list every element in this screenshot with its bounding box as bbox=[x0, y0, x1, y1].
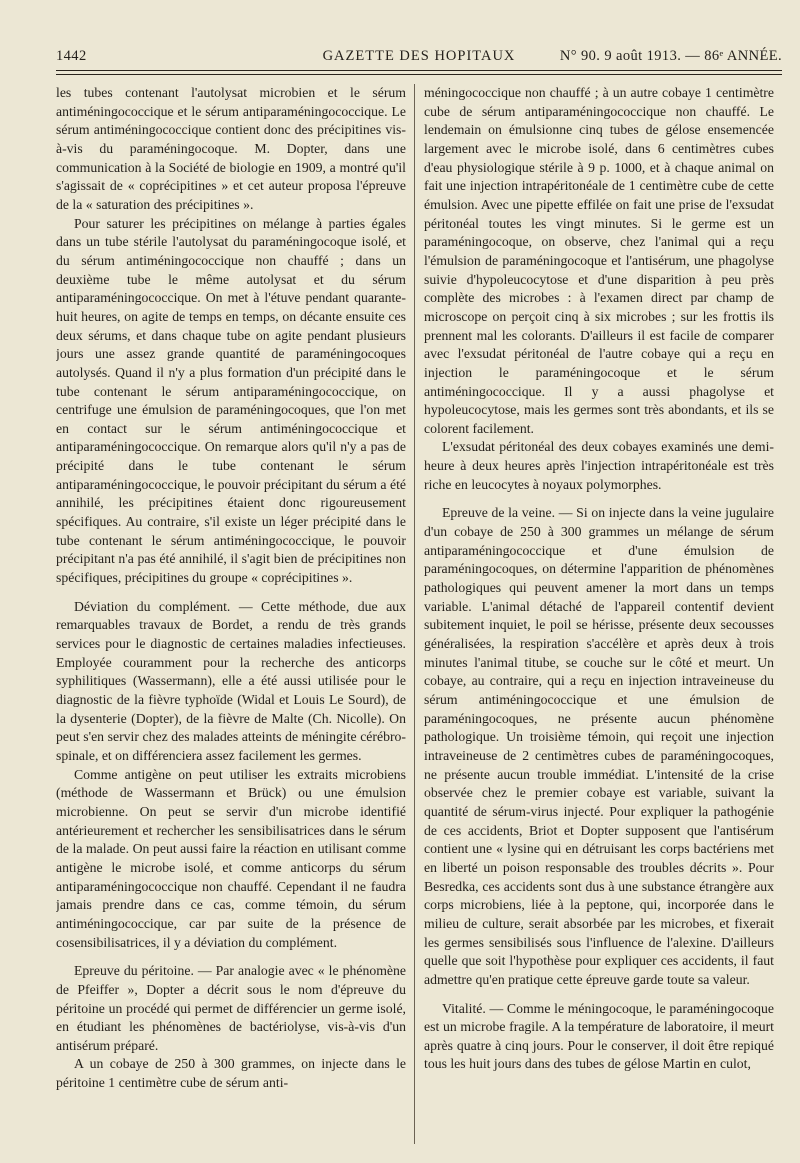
section-epreuve-peritoine: Epreuve du péritoine. — Par analogie avec « le phénomène de Pfeiffer », Dopter a décrit sous le nom d'épreuve du péritoine un procédé qui permet de différencier un germe isolé, en étudiant les phénomènes de bactériolyse, vis-à-vis d'un antisérum préparé. bbox=[56, 963, 406, 1053]
paragraph: Pour saturer les précipitines on mélange à parties égales dans un tube stérile l'autolysat du paraméningocoque isolé, et du sérum antiméningococcique non chauffé ; dans un deuxième tube le même autolysat et du sérum antiparaméningococcique. On met à l'étuve pendant quarante-huit heures, on agite de temps en temps, on décante ensuite ces deux sérums, et dans chaque tube on agite pendant plusieurs jours une assez grande quantité de paraméningocoques autolysés. Quand il n'y a plus formation d'un précipité dans le tube contenant le sérum antiparaméningococcique, on centrifuge une émulsion de paraméningocoques, que l'on met en contact sur le sérum antiméningococcique et antiparaméningococcique. On remarque alors qu'il n'y a pas de précipité dans le tube contenant le sérum antiparaméningococcique, le pouvoir précipitant du sérum a été annihilé, les précipitines étaient donc rigoureusement spécifiques. Au contraire, s'il existe un léger précipité dans le tube contenant le sérum antiméningococcique, le pouvoir précipitant n'a pas été annihilé, il s'agit bien de précipitines non spécifiques, précipitines du groupe « coprécipitines ». bbox=[56, 215, 406, 586]
section-epreuve-veine: Epreuve de la veine. — Si on injecte dans la veine jugulaire d'un cobaye de 250 à 300 grammes un mélange de sérum antiparaméningococcique et d'une émulsion de paraméningocoques, on détermine l'apparition de phénomènes pathologiques qui peuvent amener la mort dans un temps variable. L'animal détaché de l'appareil contentif devient subitement inquiet, le poil se hérisse, présente deux secousses généralisées, la respiration s'accélère et après deux à trois minutes l'animal titube, se couche sur le côté et meurt. Un cobaye, au contraire, qui a reçu en injection intraveineuse du sérum antiméningococcique et une émulsion de paraméningocoques, ne présente aucun phénomène pathologique. Un troisième témoin, qui reçoit une injection intraveineuse de 2 centimètres cubes de paraméningocoques, ne présente aucun trouble immédiat. L'intensité de la crise observée chez le premier cobaye est variable, suivant la quantité de sérum-virus injecté. Pour expliquer la pathogénie de ces accidents, Briot et Dopter supposent que l'antisérum contient une « lysine qui en détruisant les corps bactériens met en liberté un poison responsable des troubles décrits ». Pour Besredka, ces accidents sont dus à une substance étrangère aux corps microbiens, liée à la peptone, qui, incorporée dans le milieu de culture, serait absorbée par les microbes, et fixerait les germes sensibilisés sous l'influence de l'alexine. D'ailleurs quelle que soit l'hypothèse pour expliquer ces accidents, il faut admettre qu'en pratique cette épreuve garde toute sa valeur. bbox=[424, 505, 774, 987]
issue-info: N° 90. 9 août 1913. — 86ᵉ ANNÉE. bbox=[559, 48, 782, 64]
right-column bbox=[424, 84, 774, 1144]
left-column bbox=[56, 84, 406, 1144]
header-rule-thin bbox=[56, 74, 782, 75]
column-divider bbox=[414, 84, 415, 1144]
paragraph: les tubes contenant l'autolysat microbien et le sérum antiméningococcique et le sérum antiparaméningococcique. Le sérum antiméningococcique contient donc des précipitines vis-à-vis du paraméningocoque. M. Dopter, dans une communication à la Société de biologie en 1909, a montré qu'il s'agissait de « coprécipitines » et cet auteur proposa l'épreuve de la « saturation des précipitines ». bbox=[56, 85, 406, 212]
paragraph: L'exsudat péritonéal des deux cobayes examinés une demi-heure à deux heures après l'injection intrapéritonéale est très riche en leucocytes à noyaux polymorphes. bbox=[424, 439, 774, 492]
section-vitalite: Vitalité. — Comme le méningocoque, le paraméningocoque est un microbe fragile. A la température de laboratoire, il meurt après quatre à cinq jours. Pour le conserver, il doit être repiqué tous les huit jours dans des tubes de gélose Martin en culot, bbox=[424, 1000, 774, 1072]
paragraph: méningococcique non chauffé ; à un autre cobaye 1 centimètre cube de sérum antiparaméningococcique non chauffé. Le lendemain on émulsionne cinq tubes de gélose ensemencée largement avec le microbe isolé, dans 6 centimètres cubes d'eau physiologique stérile à 9 p. 1000, et à chaque animal on fait une injection intrapéritonéale de 1 centimètre cube de cette émulsion. Avec une pipette effilée on fait une prise de l'exsudat péritonéal toutes les vingt minutes. Si le germe est un paraméningocoque, on observe, chez l'animal qui a reçu l'émulsion de paraméningocoque et l'antisérum, une phagolyse suivie d'hypoleucocytose et d'une disparition à peu près complète des microbes : à l'examen direct par champ de microscope on perçoit cinq à six microbes ; sur les frottis ils prennent mal les colorants. D'ailleurs il est facile de comparer avec l'exsudat péritonéal de l'autre cobaye qui a reçu en injection le paraméningocoque et le sérum antiméningococcique. Il y a aussi phagolyse et hypoleucocytose, mais les germes sont très abondants, et ils se colorent facilement. bbox=[424, 85, 774, 436]
paragraph: A un cobaye de 250 à 300 grammes, on injecte dans le péritoine 1 centimètre cube de sérum anti- bbox=[56, 1056, 406, 1091]
section-deviation-complement: Déviation du complément. — Cette méthode, due aux remarquables travaux de Bordet, a rendu de très grands services pour le diagnostic de certaines maladies infectieuses. Employée couramment pour la recherche des anticorps syphilitiques (Wassermann), elle a été aussi utilisée pour le diagnostic de la fièvre typhoïde (Widal et Louis Le Sourd), de la dysenterie (Dopter), de la fièvre de Malte (Ch. Nicolle). On peut s'en servir chez des malades atteints de méningite cérébro-spinale, et on différenciera assez facilement les germes. bbox=[56, 598, 406, 763]
header-rule-thick bbox=[56, 70, 782, 71]
running-header bbox=[56, 46, 782, 68]
journal-title: GAZETTE DES HOPITAUX bbox=[322, 48, 516, 64]
paragraph: Comme antigène on peut utiliser les extraits microbiens (méthode de Wassermann et Brück) ou une émulsion microbienne. On peut se servir d'un microbe identifié antérieurement et rechercher les sensibilisatrices dans le sérum de la malade. On peut aussi faire la réaction en utilisant comme antigène le microbe isolé, et comme anticorps du sérum antiparaméningococcique non chauffé. Cependant il ne faudra jamais prendre dans ce cas, comme témoin, du sérum antiméningococcique, car par suite de la présence de cosensibilisatrices, il y a déviation du complément. bbox=[56, 766, 406, 950]
page-number: 1442 bbox=[56, 48, 87, 64]
